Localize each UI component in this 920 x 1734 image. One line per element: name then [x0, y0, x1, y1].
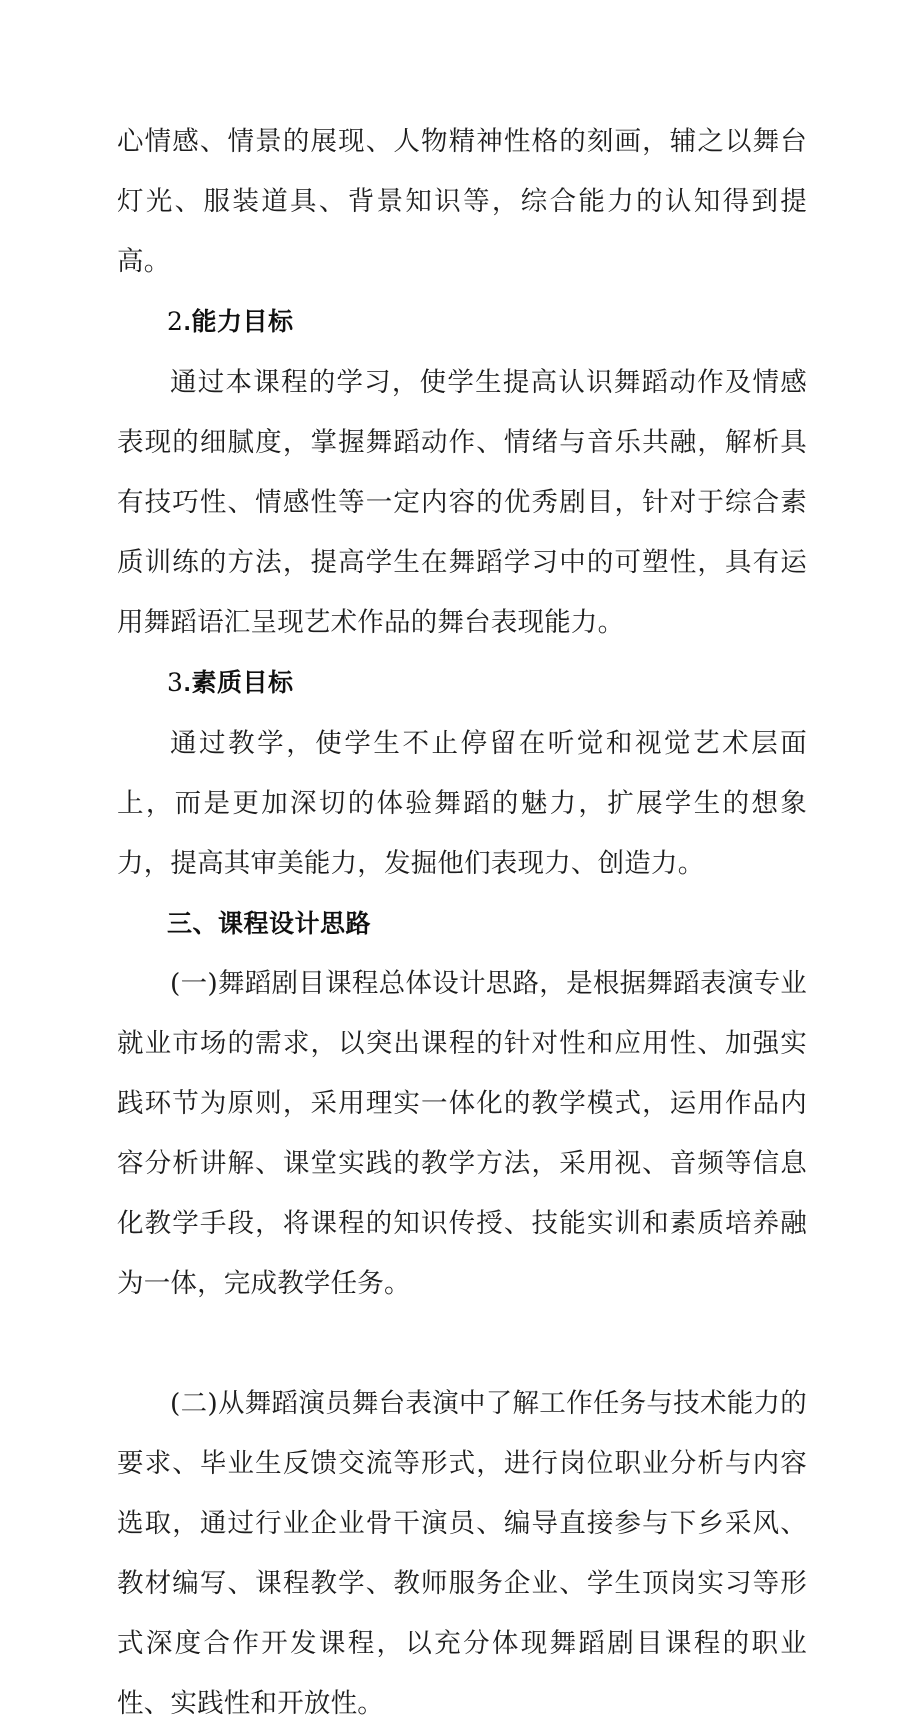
paragraph-continuation-intro: 心情感、情景的展现、人物精神性格的刻画，辅之以舞台灯光、服装道具、背景知识等，综合能力的认知得到提高。: [117, 126, 807, 277]
heading-ability-objective: [117, 292, 807, 353]
heading-title: 素质目标: [191, 668, 294, 697]
document-body: [117, 112, 807, 1734]
section-heading-course-design: 三、课程设计思路: [167, 909, 372, 938]
heading-number: 2: [167, 307, 184, 336]
paragraph-design-industry: (二)从舞蹈演员舞台表演中了解工作任务与技术能力的要求、毕业生反馈交流等形式，进行岗位职业分析与内容选取，通过行业企业骨干演员、编导直接参与下乡采风、教材编写、课程教学、教师服务企业、学生顶岗实习等形式深度合作开发课程，以充分体现舞蹈剧目课程的职业性、实践性和开放性。: [117, 1388, 807, 1719]
paragraph-design-overall: (一)舞蹈剧目课程总体设计思路，是根据舞蹈表演专业就业市场的需求，以突出课程的针对性和应用性、加强实践环节为原则，采用理实一体化的教学模式，运用作品内容分析讲解、课堂实践的教学方法，采用视、音频等信息化教学手段，将课程的知识传授、技能实训和素质培养融为一体，完成教学任务。: [117, 968, 807, 1299]
heading-dot: .: [183, 311, 192, 335]
heading-number: 3: [167, 668, 184, 697]
heading-quality-objective: [117, 653, 807, 714]
paragraph-ability-objective: 通过本课程的学习，使学生提高认识舞蹈动作及情感表现的细腻度，掌握舞蹈动作、情绪与音乐共融，解析具有技巧性、情感性等一定内容的优秀剧目，针对于综合素质训练的方法，提高学生在舞蹈学习中的可塑性，具有运用舞蹈语汇呈现艺术作品的舞台表现能力。: [117, 367, 807, 638]
heading-dot: .: [183, 672, 192, 696]
paragraph-quality-objective: 通过教学，使学生不止停留在听觉和视觉艺术层面上，而是更加深切的体验舞蹈的魅力，扩展学生的想象力，提高其审美能力，发掘他们表现力、创造力。: [117, 728, 807, 879]
blank-line-separator: [117, 1314, 807, 1374]
heading-title: 能力目标: [191, 307, 294, 336]
